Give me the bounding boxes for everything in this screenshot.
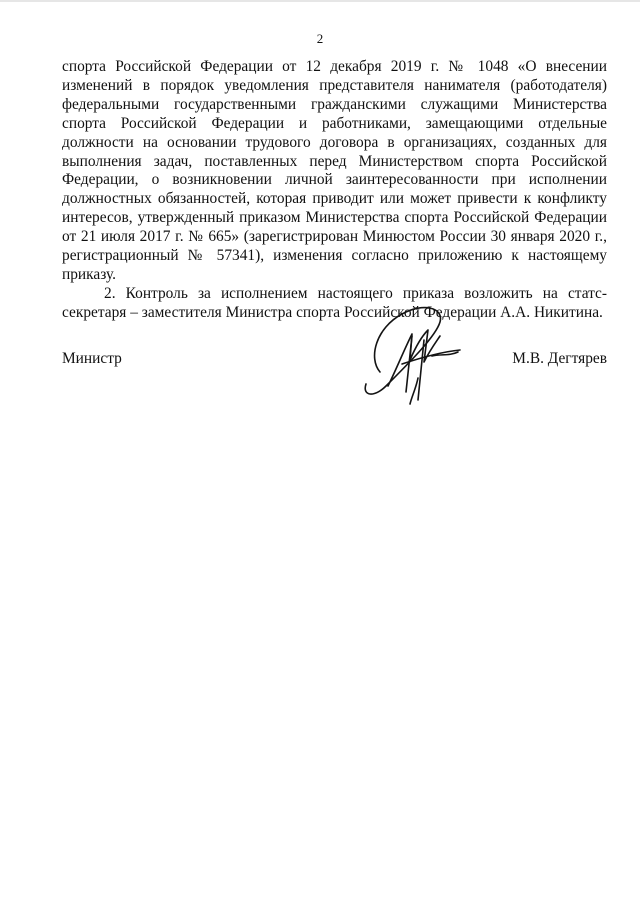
handwritten-signature [340, 300, 480, 410]
signatory-name: М.В. Дегтярев [512, 350, 607, 367]
paragraph-continuation: спорта Российской Федерации от 12 декабря 2019 г. № 1048 «О внесении изменений в порядок уведомления представителя нанимателя (работодателя) федеральными государственными гражданскими служащими Министерства спорта Российской Федерации и работниками, замещающими отдельные должности на основании трудового договора в организациях, созданных для выполнения задач, поставленных перед Министерством спорта Российской Федерации, о возникновении личной заинтересованности при исполнении должностных обязанностей, которая приводит или может привести к конфликту интересов, утвержденный приказом Министерства спорта Российской Федерации от 21 июля 2017 г. № 665» (зарегистрирован Минюстом России 30 января 2020 г., регистрационный № 57341), изменения согласно приложению к настоящему приказу. [62, 58, 607, 283]
scan-top-edge [0, 0, 640, 2]
paragraph-item-2: 2. Контроль за исполнением настоящего приказа возложить на статс-секретаря – заместителя Министра спорта Российской Федерации А.А. Никитина. [62, 284, 607, 321]
document-body [62, 58, 607, 323]
page-number: 2 [316, 31, 324, 46]
signatory-title: Министр [62, 350, 122, 367]
